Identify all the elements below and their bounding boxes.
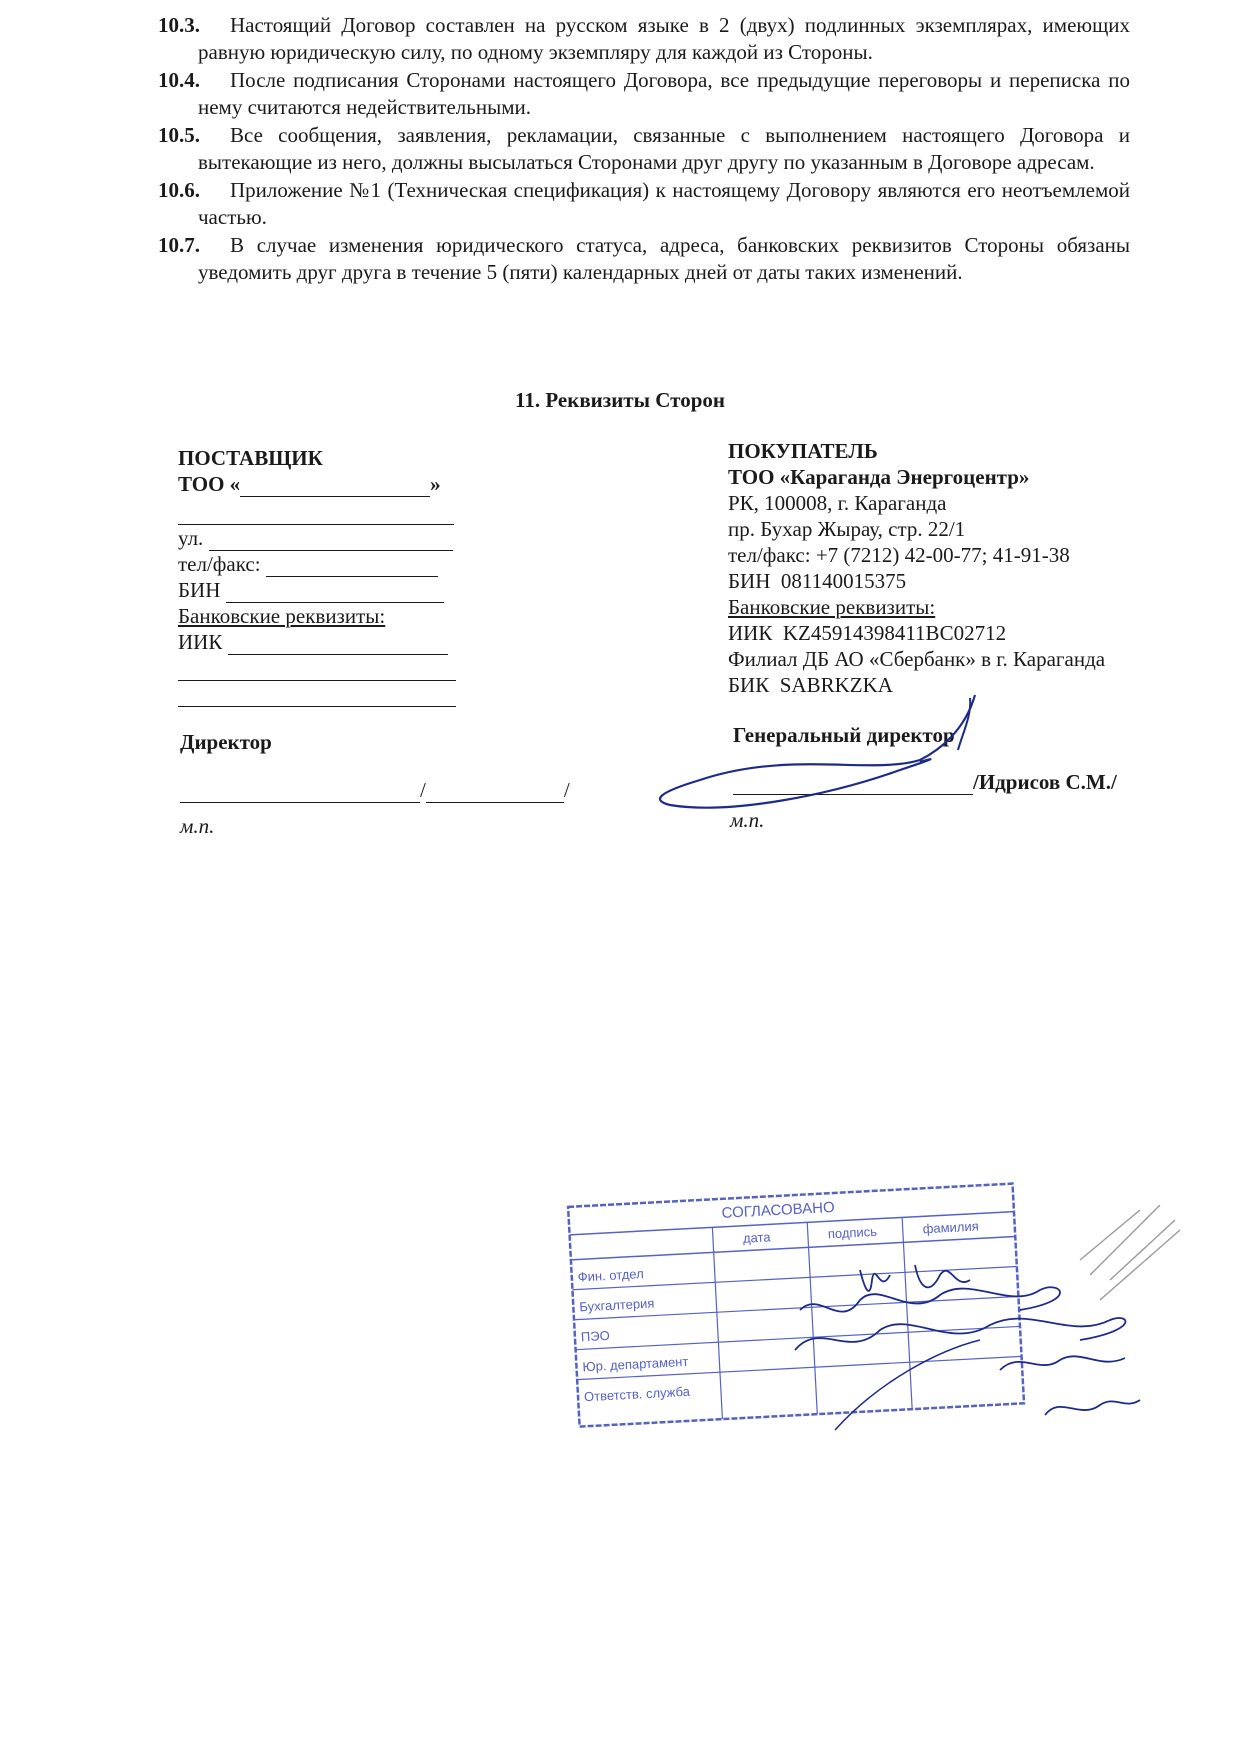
- clause-number: 10.4.: [158, 68, 200, 92]
- supplier-street: [178, 525, 478, 551]
- clause-text: Все сообщения, заявления, рекламации, связанные с выполнением настоящего Договора и вытекающие из него, должны высылаться Сторонами друг другу по указанным в Договоре адресам.: [198, 123, 1130, 174]
- supplier-bin-blank: [226, 583, 444, 603]
- buyer-org: ТОО «Караганда Энергоцентр»: [728, 465, 1030, 489]
- clause-10-3: [160, 12, 1130, 66]
- supplier-blank-line: [178, 661, 456, 681]
- supplier-iik-blank: [228, 635, 448, 655]
- buyer-heading: ПОКУПАТЕЛЬ: [728, 439, 878, 463]
- supplier-director-label: Директор: [180, 730, 272, 754]
- buyer-signatory: /Идрисов С.М./: [973, 770, 1117, 794]
- director-signature-icon: [640, 690, 990, 820]
- supplier-iik: [178, 629, 478, 655]
- buyer-bik: [728, 672, 1188, 698]
- supplier-slash-2: /: [563, 778, 570, 802]
- supplier-bin: [178, 577, 478, 603]
- approval-stamp: [566, 1181, 1027, 1429]
- buyer-branch: Филиал ДБ АО «Сбербанк» в г. Караганда: [728, 647, 1106, 671]
- supplier-org-suffix: »: [430, 472, 441, 496]
- clause-number: 10.7.: [158, 233, 200, 257]
- clause-text: В случае изменения юридического статуса, адреса, банковских реквизитов Стороны обязаны уведомить друг друга в течение 5 (пяти) календарных дней от даты таких изменений.: [198, 233, 1130, 284]
- buyer-address-1: РК, 100008, г. Караганда: [728, 491, 947, 515]
- buyer-address-2: пр. Бухар Жырау, стр. 22/1: [728, 517, 966, 541]
- stamp-row-fin: Фин. отдел: [577, 1266, 645, 1285]
- buyer-mp: м.п.: [730, 808, 765, 832]
- supplier-street-blank: [209, 531, 453, 551]
- supplier-bin-label: БИН: [178, 578, 221, 602]
- supplier-name-blank: [426, 783, 564, 803]
- section-title: 11. Реквизиты Сторон: [515, 388, 725, 412]
- stamp-row-peo: ПЭО: [580, 1327, 611, 1345]
- clause-text: Приложение №1 (Техническая спецификация) к настоящему Договору являются его неотъемлемой частью.: [198, 178, 1130, 229]
- buyer-details: [728, 438, 1188, 698]
- supplier-bank-label: Банковские реквизиты:: [178, 604, 386, 628]
- clause-10-4: [160, 67, 1130, 121]
- supplier-phone-label: тел/факс:: [178, 552, 261, 576]
- supplier-phone: [178, 551, 478, 577]
- buyer-bin-value: 081140015375: [780, 569, 907, 593]
- supplier-slash-1: /: [420, 778, 426, 802]
- clause-10-6: [160, 177, 1130, 231]
- supplier-org-blank: [240, 477, 430, 497]
- supplier-details: [178, 445, 478, 707]
- supplier-blank-row-2: [178, 655, 478, 681]
- buyer-bik-label: БИК: [728, 673, 770, 697]
- supplier-blank-line: [178, 505, 454, 525]
- clause-10-5: [160, 122, 1130, 176]
- buyer-director-label: Генеральный директор: [733, 723, 955, 747]
- supplier-blank-row: [178, 499, 478, 525]
- stamp-row-legal: Юр. департамент: [582, 1353, 689, 1375]
- clauses-list: [160, 12, 1130, 287]
- buyer-bin: [728, 568, 1188, 594]
- supplier-blank-line: [178, 687, 456, 707]
- stamp-row-responsible: Ответств. служба: [583, 1383, 691, 1405]
- stamp-col-surname: фамилия: [922, 1218, 980, 1237]
- supplier-iik-label: ИИК: [178, 630, 223, 654]
- supplier-org: [178, 471, 478, 497]
- buyer-iik-value: KZ45914398411BC02712: [782, 621, 1007, 645]
- supplier-blank-row-3: [178, 681, 478, 707]
- supplier-mp: м.п.: [180, 814, 215, 838]
- stamp-col-date: дата: [742, 1229, 771, 1246]
- supplier-org-prefix: ТОО «: [178, 472, 241, 496]
- supplier-phone-blank: [266, 557, 438, 577]
- clause-number: 10.3.: [158, 13, 200, 37]
- clause-10-7: [160, 232, 1130, 286]
- supplier-sign-blank: [180, 783, 420, 803]
- stamp-row-accounting: Бухгалтерия: [578, 1295, 655, 1315]
- clause-text: После подписания Сторонами настоящего Договора, все предыдущие переговоры и переписка по нему считаются недействительными.: [198, 68, 1130, 119]
- clause-number: 10.5.: [158, 123, 200, 147]
- buyer-sign-blank: [733, 775, 973, 795]
- buyer-phone: тел/факс: +7 (7212) 42-00-77; 41-91-38: [728, 543, 1070, 567]
- buyer-bik-value: SABRKZKA: [779, 673, 893, 697]
- stamp-col-signature: подпись: [827, 1223, 878, 1242]
- clause-text: Настоящий Договор составлен на русском языке в 2 (двух) подлинных экземплярах, имеющих равную юридическую силу, по одному экземпляру для каждой из Стороны.: [198, 13, 1130, 64]
- supplier-signature-line: [180, 778, 570, 803]
- supplier-heading: ПОСТАВЩИК: [178, 446, 323, 470]
- buyer-iik-label: ИИК: [728, 621, 773, 645]
- buyer-signature-line: [733, 770, 1117, 795]
- buyer-iik: [728, 620, 1188, 646]
- buyer-bin-label: БИН: [728, 569, 771, 593]
- supplier-street-label: ул.: [178, 526, 204, 550]
- clause-number: 10.6.: [158, 178, 200, 202]
- stamp-title: СОГЛАСОВАНО: [721, 1198, 836, 1222]
- buyer-bank-label: Банковские реквизиты:: [728, 595, 936, 619]
